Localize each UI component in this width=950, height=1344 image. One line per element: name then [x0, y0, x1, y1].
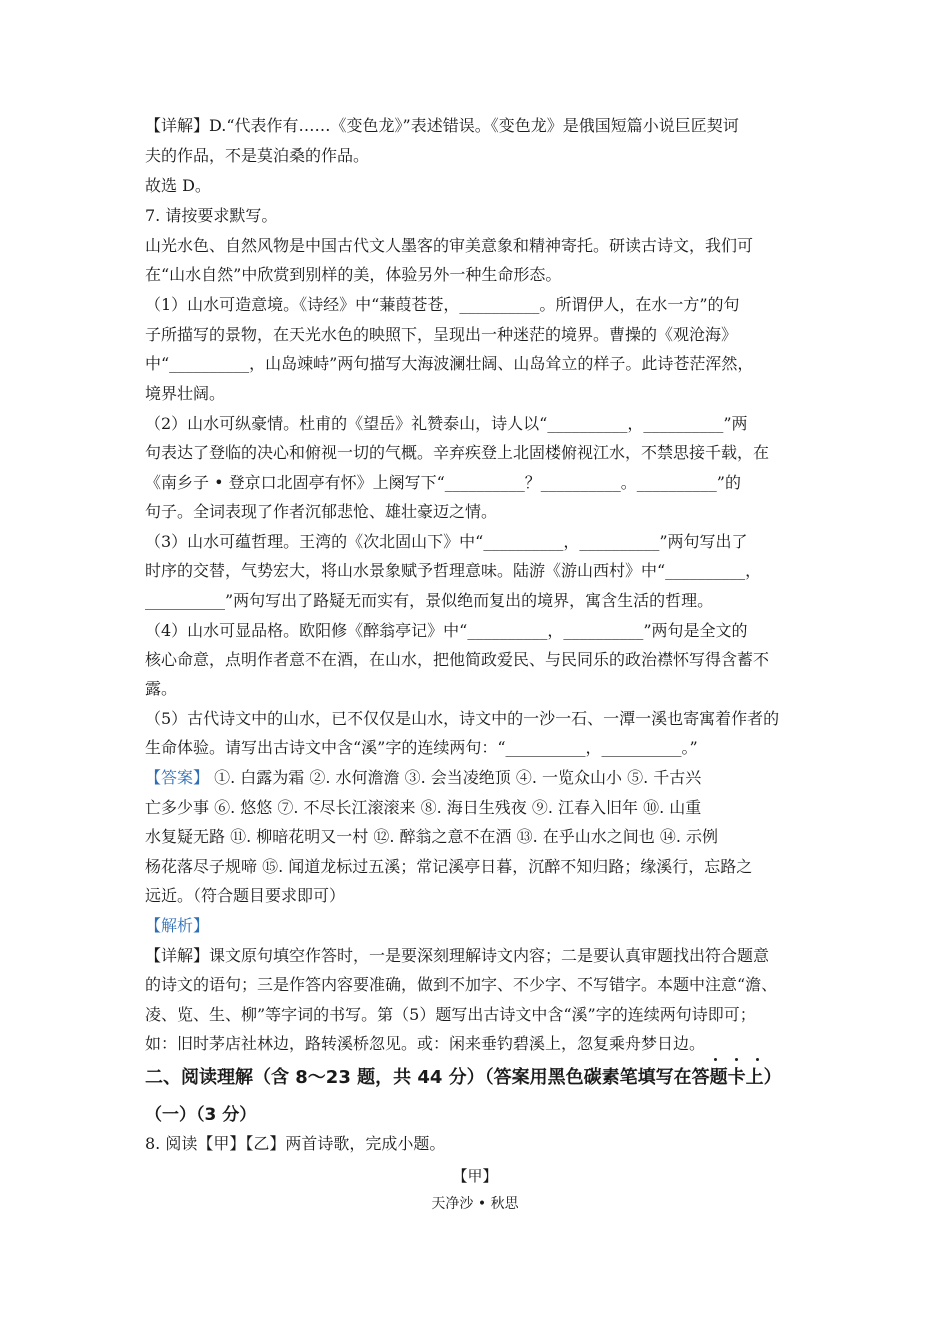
answer-label: 【答案】	[145, 768, 210, 787]
q7-part3-line2: 时序的交替，气势宏大，将山水景象赋予哲理意味。陆游《游山西村》中“__________，	[145, 561, 762, 580]
explain-line-1: 【详解】D.“代表作有……《变色龙》”表述错误。《变色龙》是俄国短篇小说巨匠契诃	[145, 116, 739, 135]
q7-part4-line1: （4）山水可显品格。欧阳修《醉翁亭记》中“__________，__________”两句是全文的	[145, 621, 748, 640]
answer-line-3: 水复疑无路 ⑪. 柳暗花明又一村 ⑫. 醉翁之意不在酒 ⑬. 在乎山水之间也 ⑭. 示例	[145, 827, 719, 846]
poem-title: 天净沙 • 秋思	[431, 1196, 519, 1212]
answer-text-1: ①. 白露为霜 ②. 水何澹澹 ③. 会当凌绝顶 ④. 一览众山小 ⑤. 千古兴	[209, 768, 702, 787]
explain-line-3: 故选 D。	[145, 176, 211, 195]
q7-part4-line2: 核心命意，点明作者意不在酒，在山水，把他简政爱民、与民同乐的政治襟怀写得含蓄不	[145, 650, 770, 669]
q7-part2-line4: 句子。全词表现了作者沉郁悲怆、雄壮豪迈之情。	[145, 502, 498, 521]
section-2-heading: 二、阅读理解（含 8～23 题，共 44 分）（答案用黑色碳素笔填写在答题卡上）	[145, 1067, 782, 1088]
emphasis-dot	[714, 1058, 717, 1061]
question-8-title: 8. 阅读【甲】【乙】两首诗歌，完成小题。	[145, 1134, 446, 1153]
explain-line-2: 夫的作品，不是莫泊桑的作品。	[145, 146, 370, 165]
question-7-title: 7. 请按要求默写。	[145, 206, 278, 225]
q7-part3-line1: （3）山水可蕴哲理。王湾的《次北固山下》中“__________，__________”两句写出了	[145, 532, 748, 551]
emphasis-dot	[735, 1058, 738, 1061]
q7-part5-line2: 生命体验。请写出古诗文中含“溪”字的连续两句：“__________，__________。”	[145, 738, 698, 757]
q7-part2-line1: （2）山水可纵豪情。杜甫的《望岳》礼赞泰山，诗人以“__________，__________”两	[145, 414, 748, 433]
analysis-label: 【解析】	[145, 916, 210, 935]
answer-line-4: 杨花落尽子规啼 ⑮. 闻道龙标过五溪；常记溪亭日暮，沉醉不知归路；缘溪行，忘路之	[145, 857, 753, 876]
analysis-line-1: 【详解】课文原句填空作答时，一是要深刻理解诗文内容；二是要认真审题找出符合题意	[145, 946, 770, 965]
q7-part2-line3: 《南乡子 • 登京口北固亭有怀》上阕写下“__________？__________。__________”的	[145, 473, 741, 492]
q7-part3-line3: __________”两句写出了路疑无而实有，景似绝而复出的境界，寓含生活的哲理。	[145, 591, 714, 610]
answer-line-5: 远近。（符合题目要求即可）	[145, 886, 346, 905]
emphasis-dot	[756, 1058, 759, 1061]
q7-intro-1: 山光水色、自然风物是中国古代文人墨客的审美意象和精神寄托。研读古诗文，我们可	[145, 236, 754, 255]
q7-part1-line2: 子所描写的景物，在天光水色的映照下，呈现出一种迷茫的境界。曹操的《观沧海》	[145, 325, 738, 344]
q7-intro-2: 在“山水自然”中欣赏到别样的美，体验另外一种生命形态。	[145, 265, 562, 284]
q7-part5-line1: （5）古代诗文中的山水，已不仅仅是山水，诗文中的一沙一石、一潭一溪也寄寓着作者的	[145, 709, 780, 728]
analysis-line-3: 凌、览、生、柳”等字词的书写。第（5）题写出古诗文中含“溪”字的连续两句诗即可；	[145, 1005, 756, 1024]
q7-part1-line1: （1）山水可造意境。《诗经》中“蒹葭苍苍，__________。所谓伊人，在水一方”的句	[145, 295, 740, 314]
analysis-line-2: 的诗文的语句；三是作答内容要准确，做到不加字、不少字、不写错字。本题中注意“澹、	[145, 975, 778, 994]
subsection-heading: （一）（3 分）	[145, 1105, 257, 1125]
poem-jia-label: 【甲】	[452, 1167, 498, 1185]
answer-line-2: 亡多少事 ⑥. 悠悠 ⑦. 不尽长江滚滚来 ⑧. 海日生残夜 ⑨. 江春入旧年 ⑩. 山重	[145, 798, 702, 817]
q7-part1-line3: 中“__________，山岛竦峙”两句描写大海波澜壮阔、山岛耸立的样子。此诗苍茫浑然，	[145, 354, 754, 373]
q7-part1-line4: 境界壮阔。	[145, 384, 226, 403]
q7-part2-line2: 句表达了登临的决心和俯视一切的气概。辛弃疾登上北固楼俯视江水，不禁思接千载，在	[145, 443, 770, 462]
answer-line-1	[145, 767, 815, 789]
q7-part4-line3: 露。	[145, 679, 178, 698]
analysis-line-4: 如：旧时茅店社林边，路转溪桥忽见。或：闲来垂钓碧溪上，忽复乘舟梦日边。	[145, 1034, 706, 1053]
